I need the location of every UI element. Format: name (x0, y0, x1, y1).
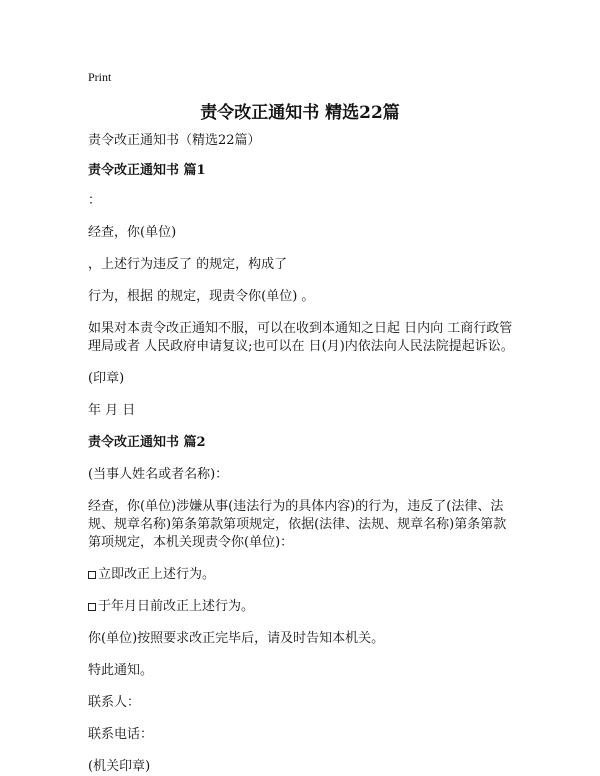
section-2-option-1 (88, 566, 518, 584)
section-2-option-2 (88, 598, 518, 616)
section-1-line-3: 行为，根据 的规定，现责令你(单位) 。 (88, 289, 315, 304)
print-label[interactable]: Print (88, 70, 112, 84)
section-2-hereby-notice: 特此通知。 (88, 663, 154, 678)
section-2-contact-person: 联系人： (88, 695, 141, 710)
section-1-heading: 责令改正通知书 篇1 (88, 163, 206, 178)
section-1-mark: ： (88, 193, 102, 208)
document-title: 责令改正通知书 精选22篇 (200, 103, 400, 123)
section-2-contact-phone: 联系电话： (88, 727, 154, 742)
section-2-agency-seal: (机关印章) (88, 759, 151, 774)
section-2-findings-paragraph: 经查，你(单位)涉嫌从事(违法行为的具体内容)的行为，违反了(法律、法规、规章名称)第条第款第项规定，依据(法律、法规、规章名称)第条第款第项规定，本机关现责令你(单位)： (88, 499, 507, 550)
section-1-line-1: 经查，你(单位) (88, 225, 177, 240)
section-1-line-2: ，上述行为违反了 的规定，构成了 (88, 257, 288, 272)
checkbox-square-icon (88, 603, 96, 611)
checkbox-square-icon (88, 571, 96, 579)
section-2-recipient: (当事人姓名或者名称)： (88, 467, 229, 482)
section-2-notify-line: 你(单位)按照要求改正完毕后，请及时告知本机关。 (88, 631, 385, 646)
section-2-option-1-text: 立即改正上述行为。 (98, 567, 216, 582)
document-subtitle: 责令改正通知书（精选22篇） (88, 133, 261, 148)
section-2-heading: 责令改正通知书 篇2 (88, 435, 206, 450)
section-1-seal: (印章) (88, 371, 125, 386)
document-body (88, 132, 518, 776)
section-1-date: 年 月 日 (88, 403, 136, 418)
section-1-appeal-paragraph: 如果对本责令改正通知不服，可以在收到本通知之日起 日内向 工商行政管理局或者 人民政府申请复议;也可以在 日(月)内依法向人民法院提起诉讼。 (88, 321, 514, 354)
section-2-option-2-text: 于年月日前改正上述行为。 (98, 599, 255, 614)
